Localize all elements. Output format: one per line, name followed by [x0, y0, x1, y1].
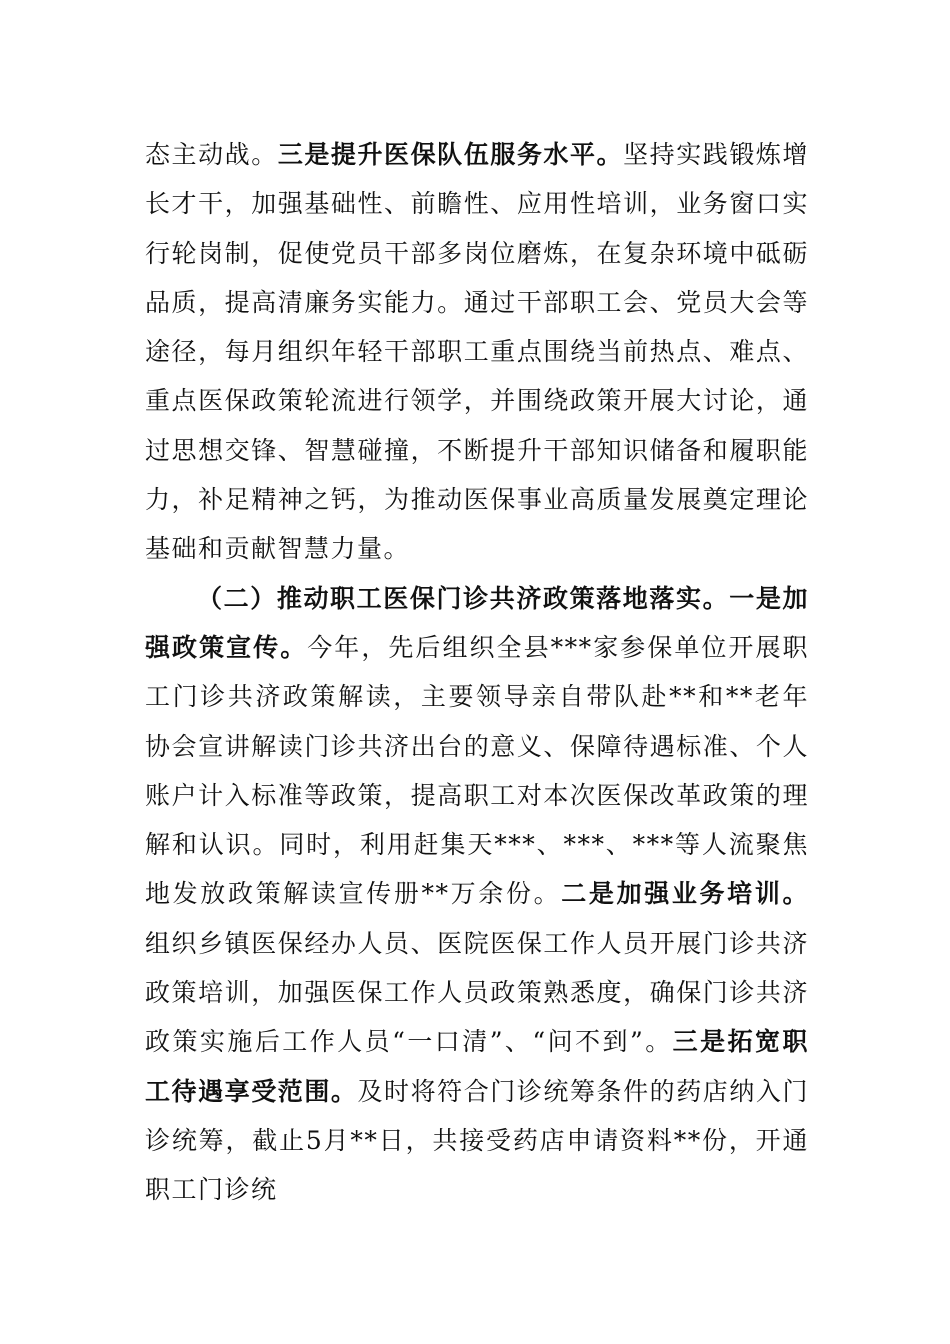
paragraph-1-bold-heading: 三是提升医保队伍服务水平。	[277, 140, 624, 169]
subpoint-2-text: 组织乡镇医保经办人员、医院医保工作人员开展门诊共济政策培训，加强医保工作人员政策熟悉度，确保门诊共济政策实施后工作人员“一口清”、“问不到”。	[145, 928, 809, 1057]
subpoint-1-heading: 一是加强政策宣传。	[145, 583, 809, 662]
subpoint-2-heading: 二是加强业务培训。	[561, 879, 809, 909]
paragraph-2	[145, 574, 809, 1215]
subpoint-3-text: 及时将符合门诊统筹条件的药店纳入门诊统筹，截止5月**日，共接受药店申请资料**份，开通职工门诊统	[145, 1076, 809, 1205]
paragraph-1-segment-3: 坚持实践锻炼增长才干，加强基础性、前瞻性、应用性培训，业务窗口实行轮岗制，促使党员干部多岗位磨炼，在复杂环境中砥砺品质，提高清廉务实能力。通过干部职工会、党员大会等途径，每月组织年轻干部职工重点围绕当前热点、难点、重点医保政策轮流进行领学，并围绕政策开展大讨论，通过思想交锋、智慧碰撞，不断提升干部知识储备和履职能力，补足精神之钙，为推动医保事业高质量发展奠定理论基础和贡献智慧力量。	[145, 140, 809, 564]
paragraph-1	[145, 130, 809, 574]
paragraph-1-segment-1: 态主动战。	[145, 140, 278, 169]
document-body	[145, 130, 809, 1215]
subpoint-3-heading: 三是拓宽职工待遇享受范围。	[145, 1027, 809, 1106]
section-heading: （二）推动职工医保门诊共济政策落地落实。	[197, 583, 730, 613]
subpoint-1-text: 今年，先后组织全县***家参保单位开展职工门诊共济政策解读，主要领导亲自带队赴**和**老年协会宣讲解读门诊共济出台的意义、保障待遇标准、个人账户计入标准等政策，提高职工对本次医保改革政策的理解和认识。同时，利用赶集天***、***、***等人流聚焦地发放政策解读宣传册**万余份。	[145, 632, 809, 909]
